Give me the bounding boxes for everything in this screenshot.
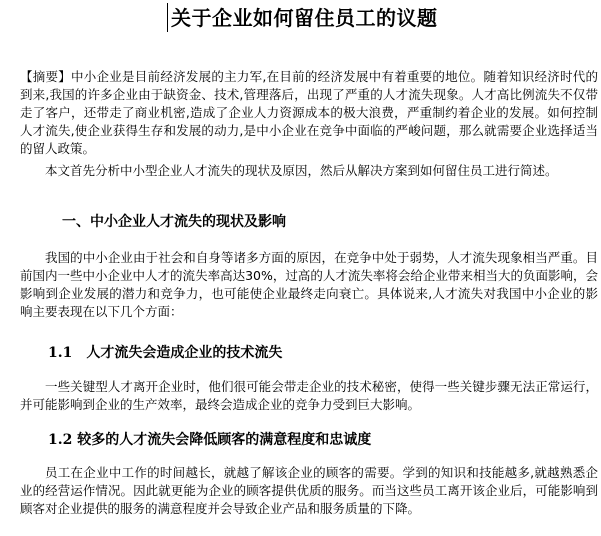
section-1-heading: 一、中小企业人才流失的现状及影响 <box>62 214 286 230</box>
abstract-paragraph <box>20 68 598 158</box>
abstract-label: 【摘要】 <box>20 69 72 84</box>
abstract-text: 中小企业是目前经济发展的主力军,在目前的经济发展中有着重要的地位。随着知识经济时代的到来,我国的许多企业由于缺资金、技术,管理落后，出现了严重的人才流失现象。人才高比例流失不仅带走了客户，还带走了商业机密,造成了企业人力资源成本的极大浪费，严重制约着企业的发展。如何控制人才流失,使企业获得生存和发展的动力,是中小企业在竞争中面临的严峻问题，那么就需要企业选择适当的留人政策。 <box>20 69 598 156</box>
text-cursor <box>167 3 168 32</box>
section-1-1-heading: 1.1 人才流失会造成企业的技术流失 <box>48 345 283 361</box>
document-title: 关于企业如何留住员工的议题 <box>171 6 438 30</box>
section-1-1-paragraph: 一些关键型人才离开企业时，他们很可能会带走企业的技术秘密，使得一些关键步骤无法正常运行，并可能影响到企业的生产效率，最终会造成企业的竞争力受到巨大影响。 <box>20 379 598 412</box>
section-1-2-heading: 1.2 较多的人才流失会降低顾客的满意程度和忠诚度 <box>48 432 372 448</box>
intro-paragraph: 本文首先分析中小型企业人才流失的现状及原因，然后从解决方案到如何留住员工进行简述。 <box>45 163 558 178</box>
section-1-paragraph: 我国的中小企业由于社会和自身等诸多方面的原因，在竞争中处于弱势，人才流失现象相当严重。目前国内一些中小企业中人才的流失率高达30%，过高的人才流失率将会给企业带来相当大的负面影响，会影响到企业发展的潜力和竞争力，也可能使企业最终走向衰亡。具体说来,人才流失对我国中小企业的影响主要表现在以下几个方面： <box>20 250 598 319</box>
section-1-2-paragraph: 员工在企业中工作的时间越长，就越了解该企业的顾客的需要。学到的知识和技能越多,就越熟悉企业的经营运作情况。因此就更能为企业的顾客提供优质的服务。而当这些员工离开该企业后，可能影响到顾客对企业提供的服务的满意程度并会导致企业产品和服务质量的下降。 <box>20 465 598 516</box>
